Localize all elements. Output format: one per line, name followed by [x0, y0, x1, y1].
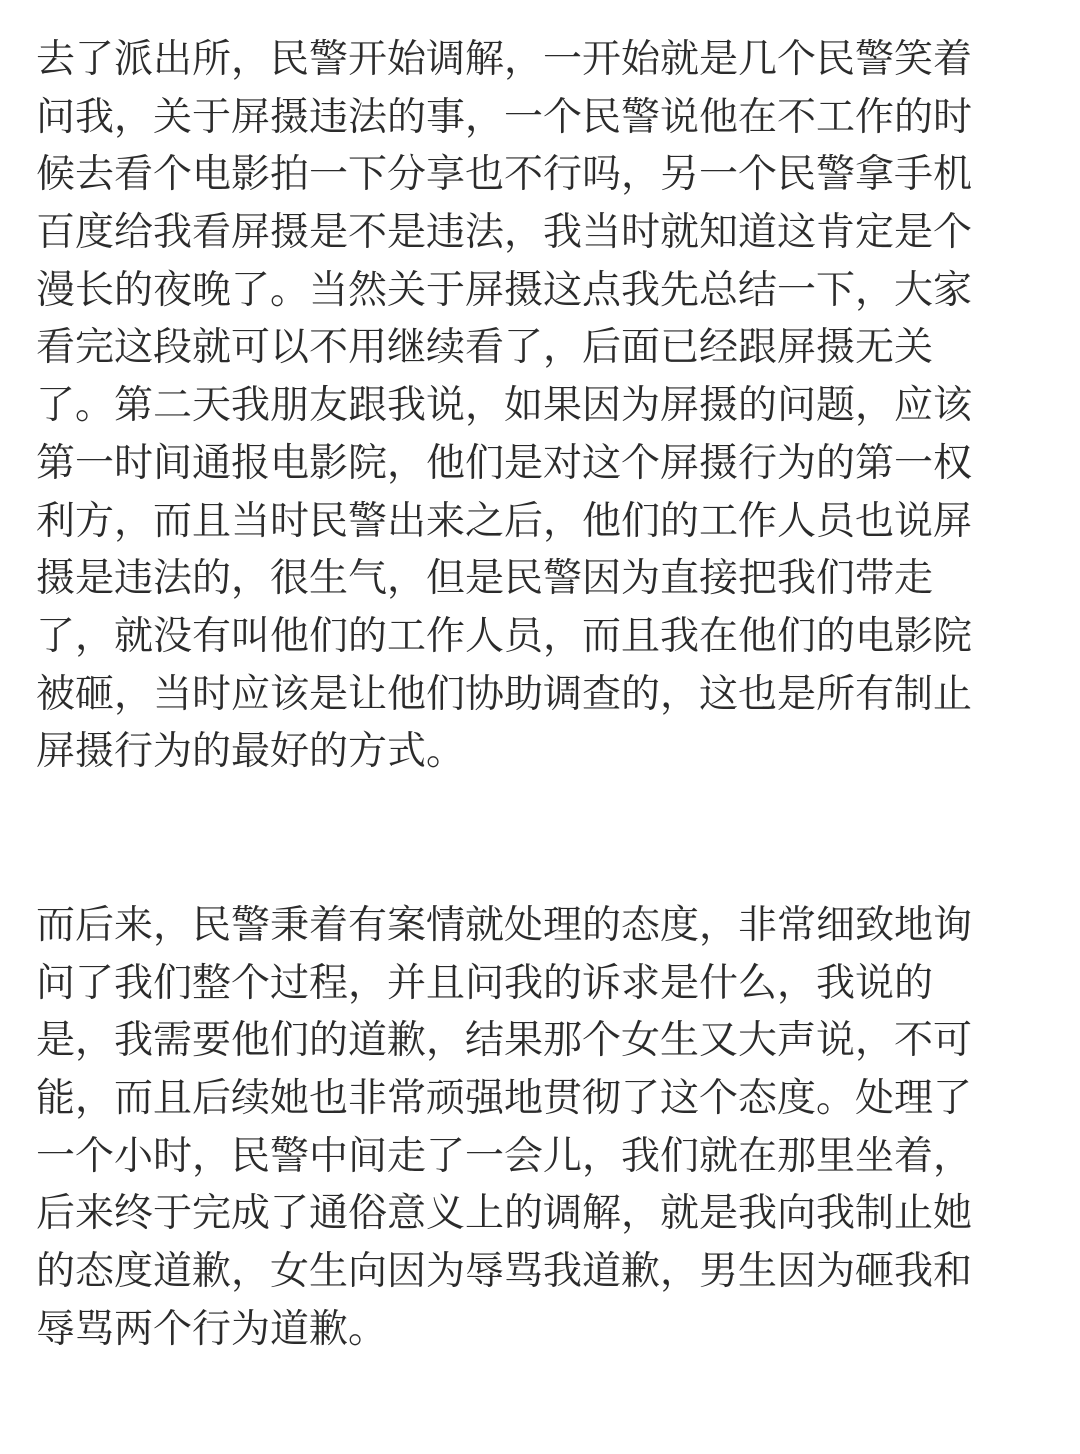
text-line: 看完这段就可以不用继续看了，后面已经跟屏摄无关: [36, 325, 934, 371]
text-line: 摄是违法的，很生气，但是民警因为直接把我们带走: [36, 556, 934, 602]
text-line: 辱骂两个行为道歉。: [36, 1306, 388, 1352]
text-line: 问了我们整个过程，并且问我的诉求是什么，我说的: [36, 960, 934, 1006]
text-line: 候去看个电影拍一下分享也不行吗，另一个民警拿手机: [36, 152, 973, 198]
text-line: 问我，关于屏摄违法的事，一个民警说他在不工作的时: [36, 94, 973, 140]
text-line: 是，我需要他们的道歉，结果那个女生又大声说，不可: [36, 1018, 973, 1064]
text-line: 而后来，民警秉着有案情就处理的态度，非常细致地询: [36, 903, 973, 948]
text-line: 第一时间通报电影院，他们是对这个屏摄行为的第一权: [36, 440, 973, 486]
text-line: 利方，而且当时民警出来之后，他们的工作人员也说屏: [36, 498, 973, 544]
text-line: 屏摄行为的最好的方式。: [36, 729, 466, 775]
text-line: 一个小时，民警中间走了一会儿，我们就在那里坐着，: [36, 1133, 973, 1179]
text-line: 后来终于完成了通俗意义上的调解，就是我向我制止她: [36, 1191, 973, 1237]
text-line: 百度给我看屏摄是不是违法，我当时就知道这肯定是个: [36, 210, 973, 256]
text-line: 能，而且后续她也非常顽强地贯彻了这个态度。处理了: [36, 1076, 973, 1122]
text-line: 的态度道歉，女生向因为辱骂我道歉，男生因为砸我和: [36, 1249, 973, 1295]
text-line: 漫长的夜晚了。当然关于屏摄这点我先总结一下，大家: [36, 267, 973, 313]
paragraph-2: [36, 897, 1046, 1359]
text-line: 了。第二天我朋友跟我说，如果因为屏摄的问题，应该: [36, 383, 973, 429]
paragraph-1: [36, 31, 1046, 781]
text-line: 了，就没有叫他们的工作人员，而且我在他们的电影院: [36, 613, 973, 659]
text-line: 去了派出所，民警开始调解，一开始就是几个民警笑着: [36, 37, 973, 82]
text-line: 被砸，当时应该是让他们协助调查的，这也是所有制止: [36, 671, 973, 717]
